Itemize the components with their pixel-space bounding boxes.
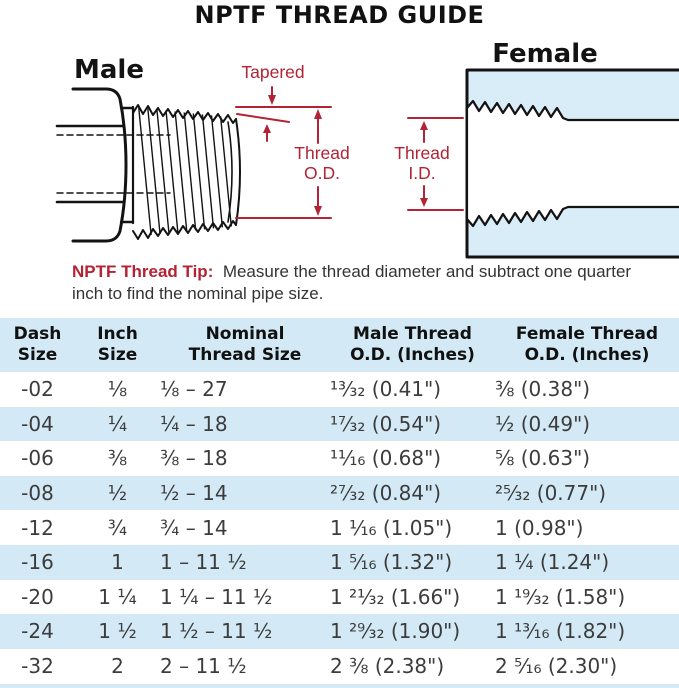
header-dash-size: Dash Size — [0, 318, 75, 372]
cell-nominal: ⅛ – 27 — [160, 377, 228, 402]
cell-male-od: 2 ⅜ (2.38") — [330, 654, 445, 679]
cell-female-od: 1 ¹³⁄₁₆ (1.82") — [495, 614, 679, 649]
cell-dash: -32 — [21, 654, 54, 679]
cell-female-od: ⅝ (0.63") — [495, 446, 591, 471]
cell-dash: -20 — [21, 584, 54, 609]
cell-male-od: 1 ²¹⁄₃₂ (1.66") — [330, 584, 461, 609]
cell-female-od: 1 ¼ (1.24") — [495, 545, 679, 580]
cell-dash: -02 — [21, 377, 54, 402]
cell-nominal: ⅜ – 18 — [160, 446, 228, 471]
header-inch-size: Inch Size — [75, 318, 160, 372]
thread-tip-label: NPTF Thread Tip: — [72, 262, 214, 281]
thread-tip-text: Measure the thread diameter and subtract one quarter inch to find the nominal pipe size. — [72, 262, 632, 304]
cell-male-od: 1 ²⁹⁄₃₂ (1.90") — [330, 614, 495, 649]
cell-female-od: ²⁵⁄₃₂ (0.77") — [495, 476, 679, 511]
male-fitting-drawing — [57, 89, 240, 244]
cell-inch: ¾ — [107, 515, 128, 540]
cell-inch: 1 ¼ — [98, 584, 137, 609]
cell-inch: ⅜ — [107, 446, 128, 471]
table-header-row — [0, 318, 679, 372]
cell-nominal: ½ – 14 — [160, 476, 330, 511]
cell-dash: -08 — [0, 476, 75, 511]
thread-od-line1: Thread — [294, 143, 350, 163]
cell-dash: -24 — [0, 614, 75, 649]
table-row — [0, 649, 679, 684]
table-row — [0, 580, 679, 615]
table-row — [0, 545, 679, 580]
header-female-thread-od: Female Thread O.D. (Inches) — [495, 318, 679, 372]
female-fitting-drawing — [467, 70, 679, 257]
cell-inch: 1 — [75, 545, 160, 580]
thread-od-label — [281, 144, 363, 183]
thread-tip — [72, 261, 638, 305]
cell-male-od: 1 ¹⁄₁₆ (1.05") — [330, 515, 453, 540]
cell-female-od: 1 (0.98") — [495, 515, 584, 540]
cell-nominal: 1 ¼ – 11 ½ — [160, 584, 273, 609]
table-row — [0, 372, 679, 407]
header-nominal-thread-size: Nominal Thread Size — [160, 318, 330, 372]
male-label: Male — [74, 55, 144, 85]
cell-nominal: 1 ½ – 11 ½ — [160, 614, 330, 649]
cell-female-od: 2 ⁵⁄₁₆ (2.30") — [495, 654, 618, 679]
cell-male-od: ¹³⁄₃₂ (0.41") — [330, 377, 442, 402]
table-row — [0, 476, 679, 511]
cell-nominal: 2 – 11 ½ — [160, 654, 247, 679]
cell-dash: -16 — [0, 545, 75, 580]
table-row — [0, 614, 679, 649]
female-label: Female — [492, 39, 598, 69]
cell-inch: ¼ — [75, 407, 160, 442]
thread-size-table — [0, 318, 679, 683]
cell-male-od: 1 ⁵⁄₁₆ (1.32") — [330, 545, 495, 580]
cell-female-od: ½ (0.49") — [495, 407, 679, 442]
cell-female-od: ⅜ (0.38") — [495, 377, 591, 402]
cell-dash: -12 — [21, 515, 54, 540]
table-row — [0, 510, 679, 545]
cell-inch: 1 ½ — [75, 614, 160, 649]
tapered-label: Tapered — [241, 62, 305, 82]
thread-id-line1: Thread — [394, 143, 450, 163]
header-male-thread-od: Male Thread O.D. (Inches) — [330, 318, 495, 372]
cell-male-od: ¹⁷⁄₃₂ (0.54") — [330, 407, 495, 442]
thread-id-line2: I.D. — [408, 162, 436, 183]
page-title: NPTF THREAD GUIDE — [194, 1, 485, 29]
table-row — [0, 441, 679, 476]
cell-female-od: 1 ¹⁹⁄₃₂ (1.58") — [495, 584, 626, 609]
cell-inch: 2 — [111, 654, 124, 679]
cell-male-od: ²⁷⁄₃₂ (0.84") — [330, 476, 495, 511]
cell-male-od: ¹¹⁄₁₆ (0.68") — [330, 446, 442, 471]
cell-inch: ⅛ — [107, 377, 128, 402]
table-row — [0, 407, 679, 442]
thread-od-line2: O.D. — [304, 162, 340, 183]
cell-dash: -06 — [21, 446, 54, 471]
cell-nominal: ¾ – 14 — [160, 515, 228, 540]
cell-nominal: ¼ – 18 — [160, 407, 330, 442]
cell-dash: -04 — [0, 407, 75, 442]
cell-inch: ½ — [75, 476, 160, 511]
cell-nominal: 1 – 11 ½ — [160, 545, 330, 580]
thread-id-label — [381, 144, 463, 183]
table-next-row-edge — [0, 684, 679, 688]
